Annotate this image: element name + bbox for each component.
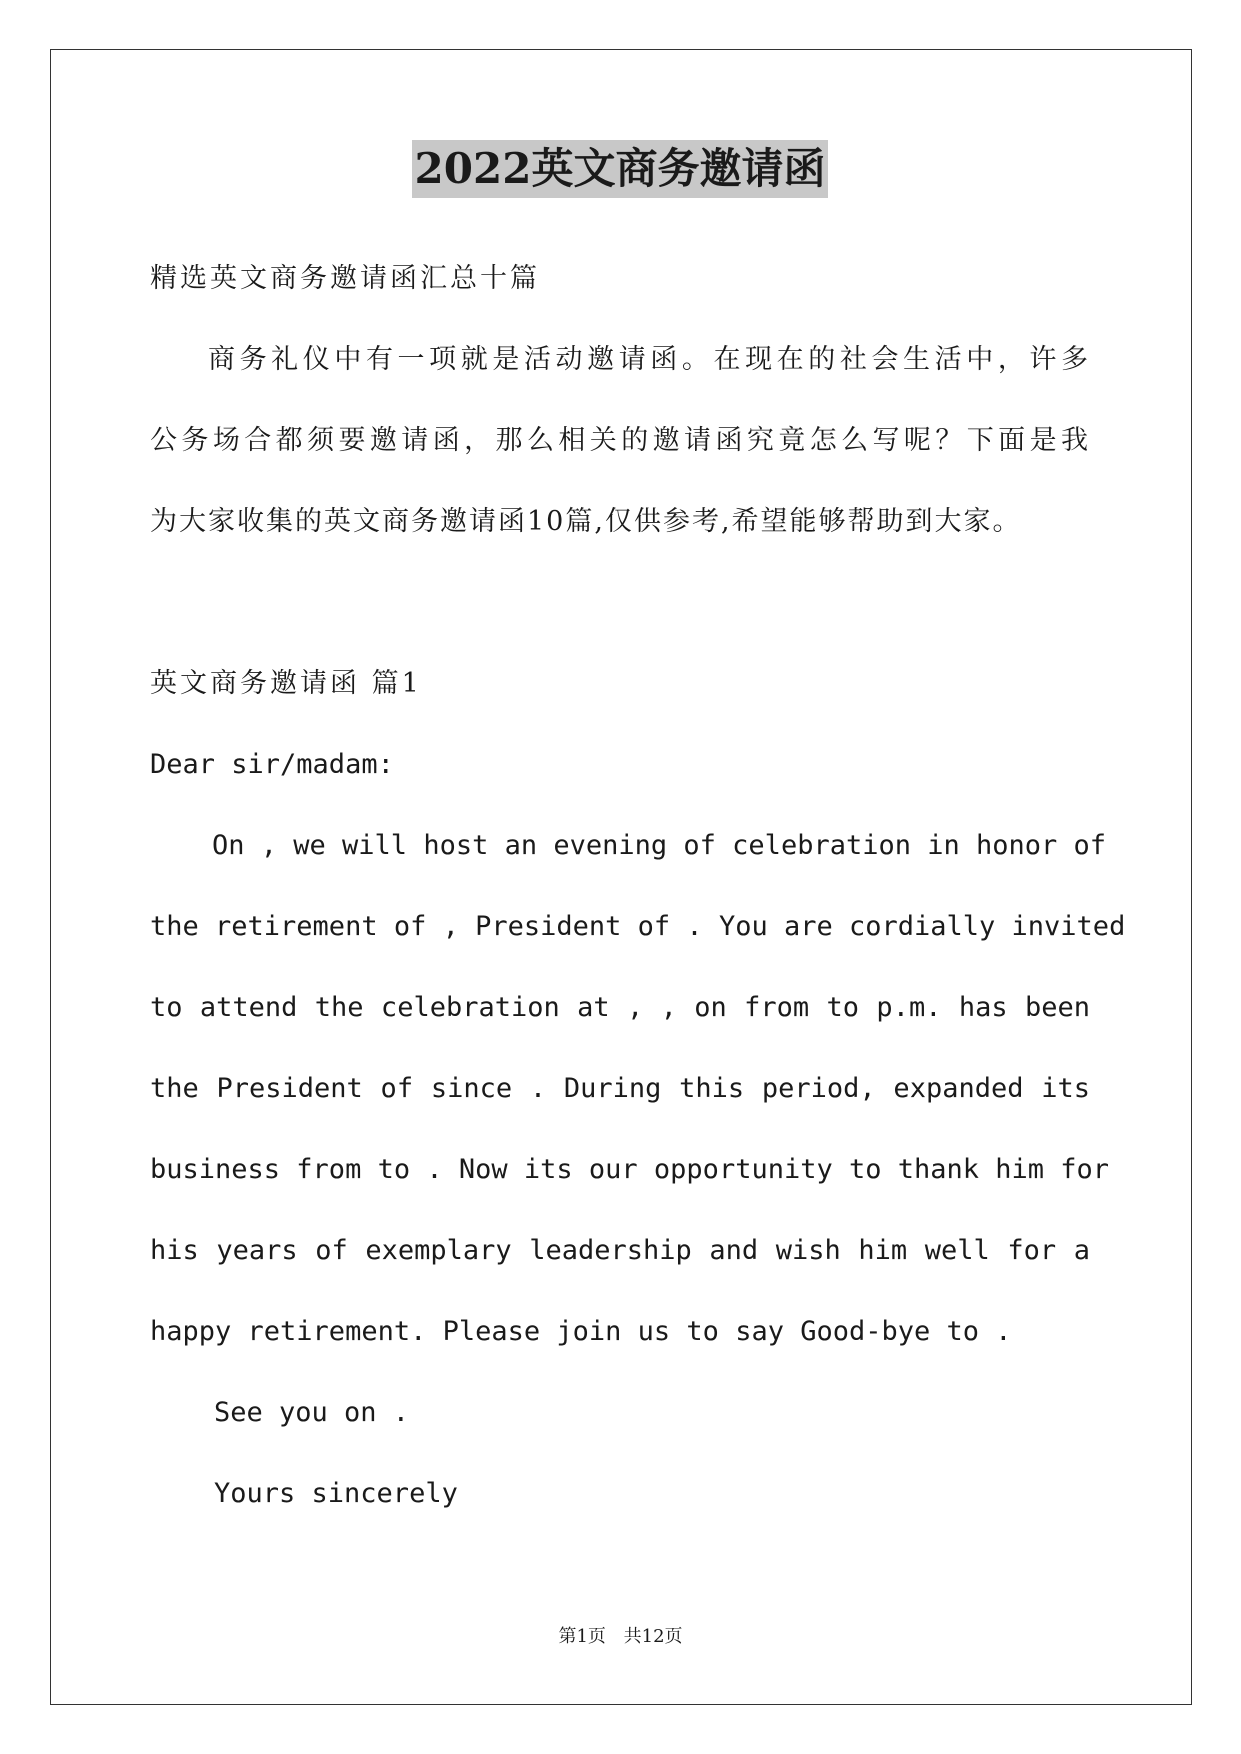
section-heading: 英文商务邀请函 篇1 bbox=[150, 668, 422, 699]
body-paragraph bbox=[150, 805, 1126, 1372]
body-line: On , we will host an evening of celebration in honor of bbox=[212, 830, 1107, 861]
page-footer bbox=[0, 1622, 1241, 1648]
page-number-current: 第1页 bbox=[558, 1626, 606, 1647]
document-body bbox=[150, 140, 1126, 1534]
intro-line: 公务场合都须要邀请函，那么相关的邀请函究竟怎么写呢？下面是我 bbox=[150, 425, 1090, 456]
body-line: happy retirement. Please join us to say Good-bye to . bbox=[150, 1316, 1012, 1347]
document-title: 2022英文商务邀请函 bbox=[412, 140, 829, 198]
intro-line: 为大家收集的英文商务邀请函10篇,仅供参考,希望能够帮助到大家。 bbox=[150, 506, 1022, 537]
page-number-total: 共12页 bbox=[623, 1626, 683, 1647]
body-line: his years of exemplary leadership and wish him well for a bbox=[150, 1235, 1090, 1266]
body-line: the retirement of , President of . You are cordially invited bbox=[150, 911, 1126, 942]
sign-off: Yours sincerely bbox=[214, 1478, 458, 1509]
body-line: the President of since . During this period, expanded its bbox=[150, 1073, 1090, 1104]
salutation: Dear sir/madam: bbox=[150, 749, 394, 780]
intro-line: 商务礼仪中有一项就是活动邀请函。在现在的社会生活中，许多 bbox=[208, 344, 1090, 375]
closing-line: See you on . bbox=[214, 1397, 410, 1428]
document-subtitle: 精选英文商务邀请函汇总十篇 bbox=[150, 263, 540, 294]
title-wrap bbox=[150, 140, 1090, 198]
intro-paragraph bbox=[150, 319, 1090, 562]
spacer bbox=[150, 562, 1090, 643]
body-line: business from to . Now its our opportunity to thank him for bbox=[150, 1154, 1110, 1185]
body-line: to attend the celebration at , , on from to p.m. has been bbox=[150, 992, 1090, 1023]
